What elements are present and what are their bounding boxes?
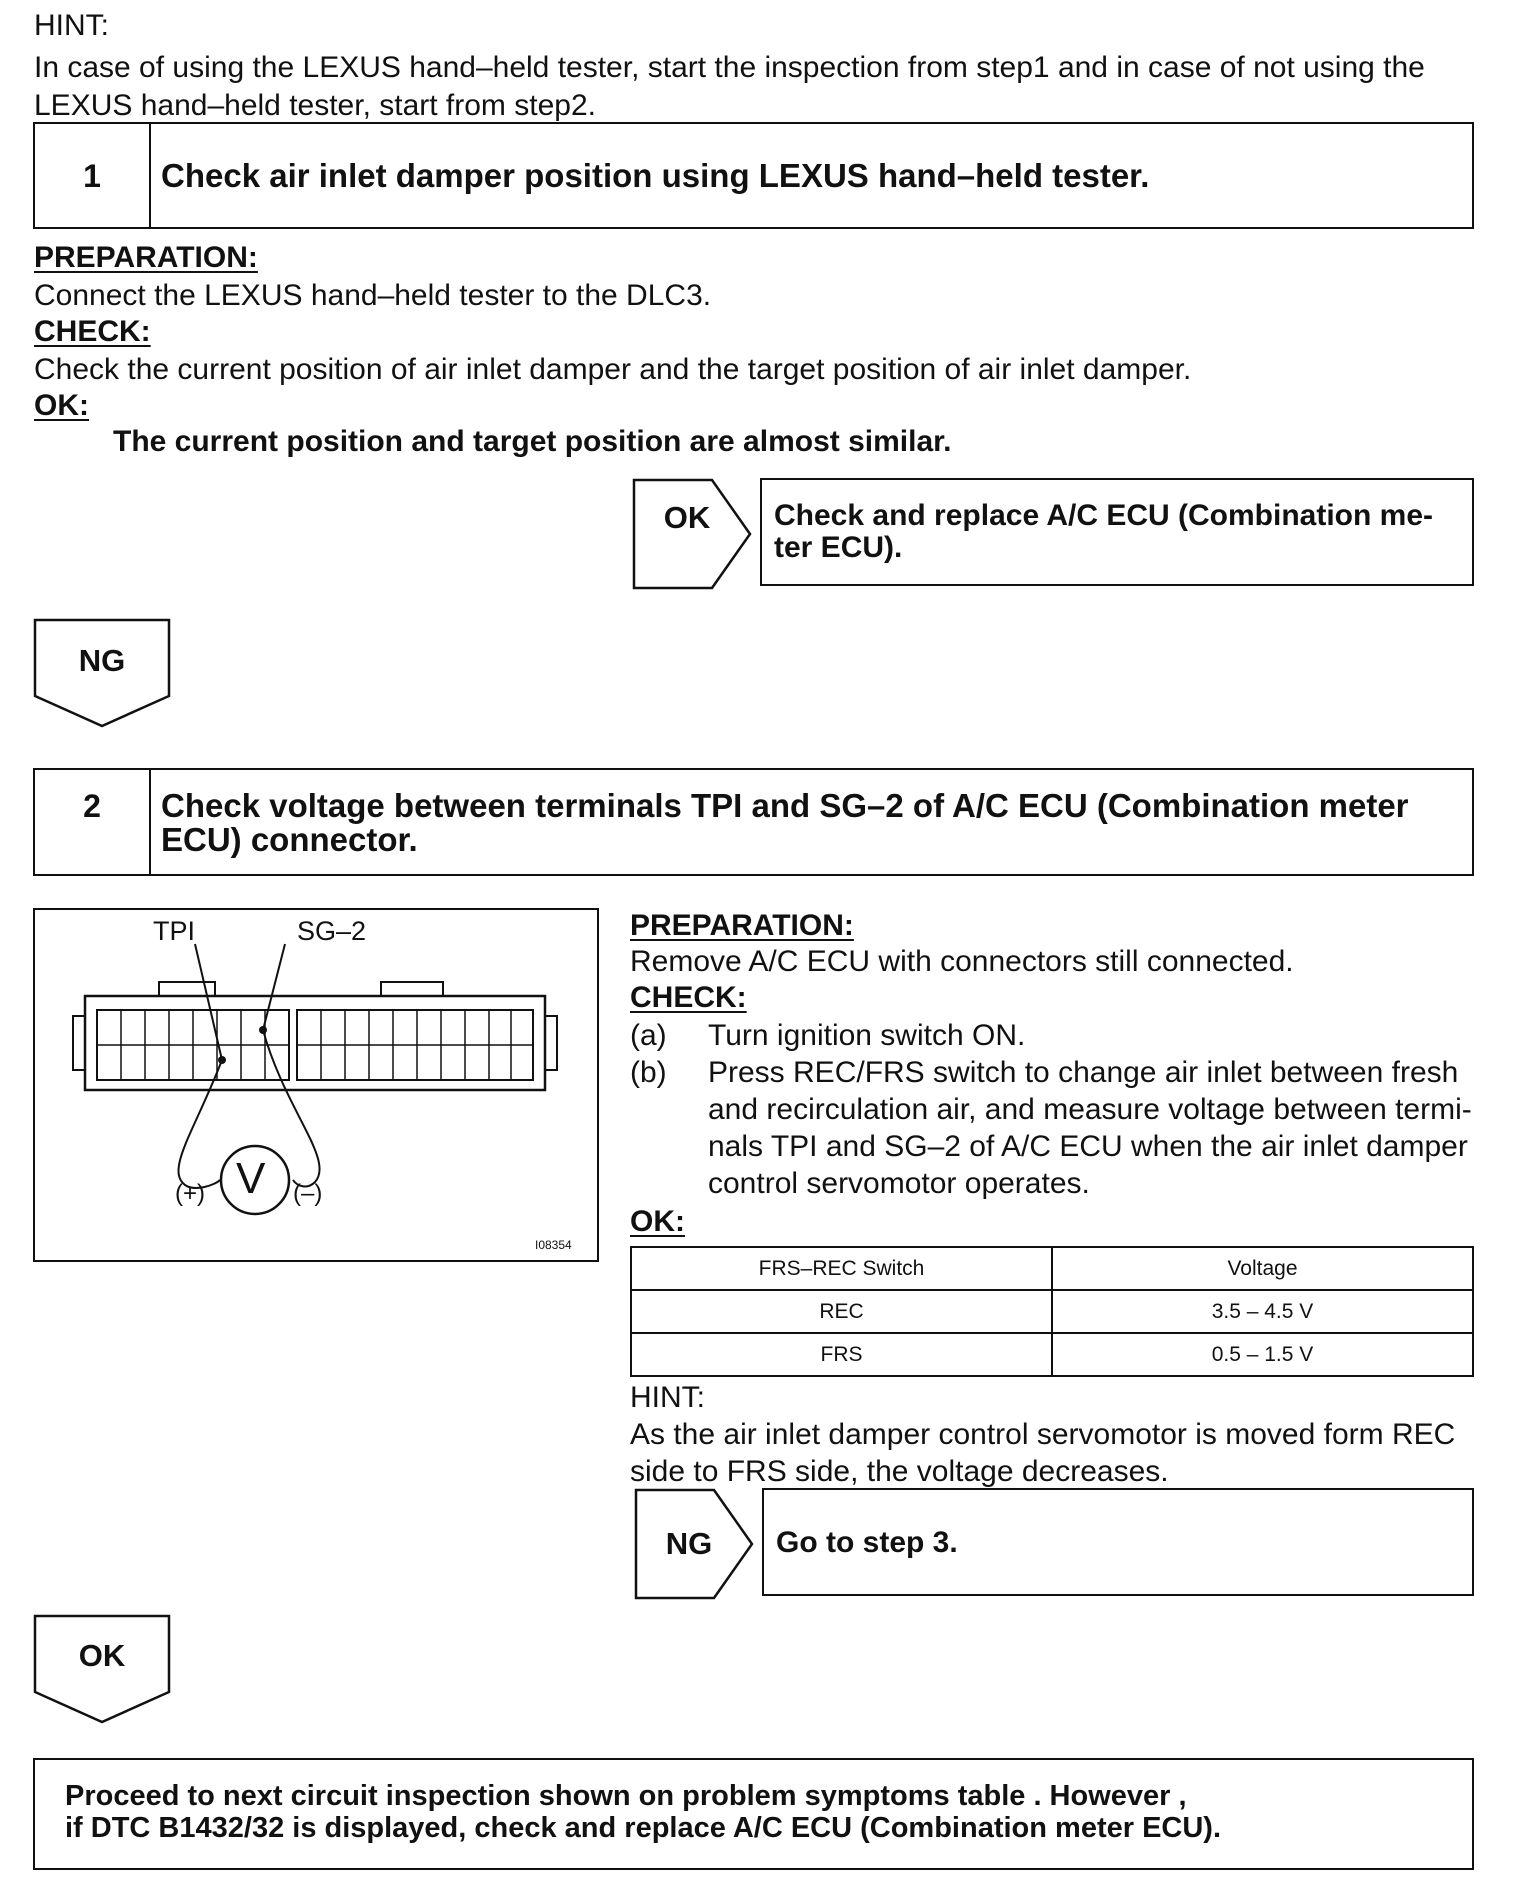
item-b-line-1: Press REC/FRS switch to change air inlet between fresh bbox=[708, 1056, 1459, 1089]
item-a-text: Turn ignition switch ON. bbox=[708, 1019, 1026, 1052]
table-cell-voltage: 3.5 – 4.5 V bbox=[1052, 1290, 1473, 1333]
step-2-ok-label: OK: bbox=[630, 1205, 685, 1238]
step-2-ng-result-box bbox=[762, 1488, 1474, 1596]
step-1-preparation-text: Connect the LEXUS hand–held tester to the DLC3. bbox=[34, 279, 712, 312]
step-2-preparation-text: Remove A/C ECU with connectors still connected. bbox=[630, 945, 1294, 978]
step-1-check-text: Check the current position of air inlet damper and the target position of air inlet damper. bbox=[34, 353, 1192, 386]
voltmeter-symbol: V bbox=[236, 1154, 266, 1203]
step-2-ng-tab-label: NG bbox=[665, 1526, 713, 1561]
step-2-hint-line-1: As the air inlet damper control servomotor is moved form REC bbox=[630, 1418, 1456, 1451]
label-minus: (–) bbox=[293, 1180, 323, 1207]
step-2-header bbox=[33, 768, 1474, 876]
item-b-line-2: and recirculation air, and measure voltage between termi- bbox=[708, 1093, 1472, 1126]
item-b-line-3: nals TPI and SG–2 of A/C ECU when the air inlet damper bbox=[708, 1130, 1468, 1163]
step-1-ok-text: The current position and target position are almost similar. bbox=[113, 425, 952, 458]
step-1-ok-result-box bbox=[760, 478, 1474, 586]
step-2-check-label: CHECK: bbox=[630, 981, 747, 1014]
final-line-1: Proceed to next circuit inspection shown on problem symptoms table . However , bbox=[65, 1780, 1187, 1812]
step-1-header bbox=[33, 122, 1474, 229]
label-sg2: SG–2 bbox=[297, 916, 367, 946]
figure-id: I08354 bbox=[535, 1238, 572, 1252]
table-header-row bbox=[631, 1247, 1473, 1290]
step-2-number: 2 bbox=[83, 788, 101, 824]
step-1-ok-tab-label: OK bbox=[663, 500, 711, 535]
table-header-switch: FRS–REC Switch bbox=[631, 1247, 1052, 1290]
final-instruction-box bbox=[33, 1758, 1474, 1870]
hint-line-1: In case of using the LEXUS hand–held tester, start the inspection from step1 and in case of not using the bbox=[34, 51, 1425, 84]
hint-line-2: LEXUS hand–held tester, start from step2. bbox=[34, 89, 596, 122]
item-b-line-4: control servomotor operates. bbox=[708, 1167, 1090, 1200]
step-1-ok-result-line-1: Check and replace A/C ECU (Combination me- bbox=[774, 499, 1434, 532]
step-1-title: Check air inlet damper position using LEXUS hand–held tester. bbox=[161, 157, 1150, 194]
item-b-label: (b) bbox=[630, 1056, 667, 1089]
step-1-check-label: CHECK: bbox=[34, 315, 151, 348]
ok-voltage-table bbox=[630, 1246, 1474, 1377]
step-1-ng-tab-label: NG bbox=[78, 643, 126, 678]
step-1-ok-label: OK: bbox=[34, 389, 89, 422]
step-2-hint-label: HINT: bbox=[630, 1381, 705, 1414]
final-line-2: if DTC B1432/32 is displayed, check and replace A/C ECU (Combination meter ECU). bbox=[65, 1812, 1222, 1844]
table-cell-voltage: 0.5 – 1.5 V bbox=[1052, 1333, 1473, 1376]
step-1-ok-result-line-2: ter ECU). bbox=[774, 531, 903, 564]
table-row bbox=[631, 1333, 1473, 1376]
item-a-label: (a) bbox=[630, 1019, 667, 1052]
step-1-number: 1 bbox=[83, 158, 101, 194]
table-cell-switch: FRS bbox=[631, 1333, 1052, 1376]
step-1-preparation-label: PREPARATION: bbox=[34, 241, 258, 274]
step-2-ok-tab-label: OK bbox=[78, 1638, 126, 1673]
step-2-ng-result: Go to step 3. bbox=[776, 1526, 958, 1559]
label-tpi: TPI bbox=[153, 916, 196, 946]
label-plus: (+) bbox=[175, 1180, 205, 1207]
hint-label: HINT: bbox=[34, 9, 109, 42]
step-2-title-line-1: Check voltage between terminals TPI and SG–2 of A/C ECU (Combination meter bbox=[161, 787, 1409, 824]
table-row bbox=[631, 1290, 1473, 1333]
step-2-preparation-label: PREPARATION: bbox=[630, 909, 854, 942]
step-2-hint-line-2: side to FRS side, the voltage decreases. bbox=[630, 1455, 1169, 1488]
connector-diagram bbox=[33, 908, 599, 1262]
table-cell-switch: REC bbox=[631, 1290, 1052, 1333]
step-2-title-line-2: ECU) connector. bbox=[161, 821, 418, 858]
table-header-voltage: Voltage bbox=[1052, 1247, 1473, 1290]
